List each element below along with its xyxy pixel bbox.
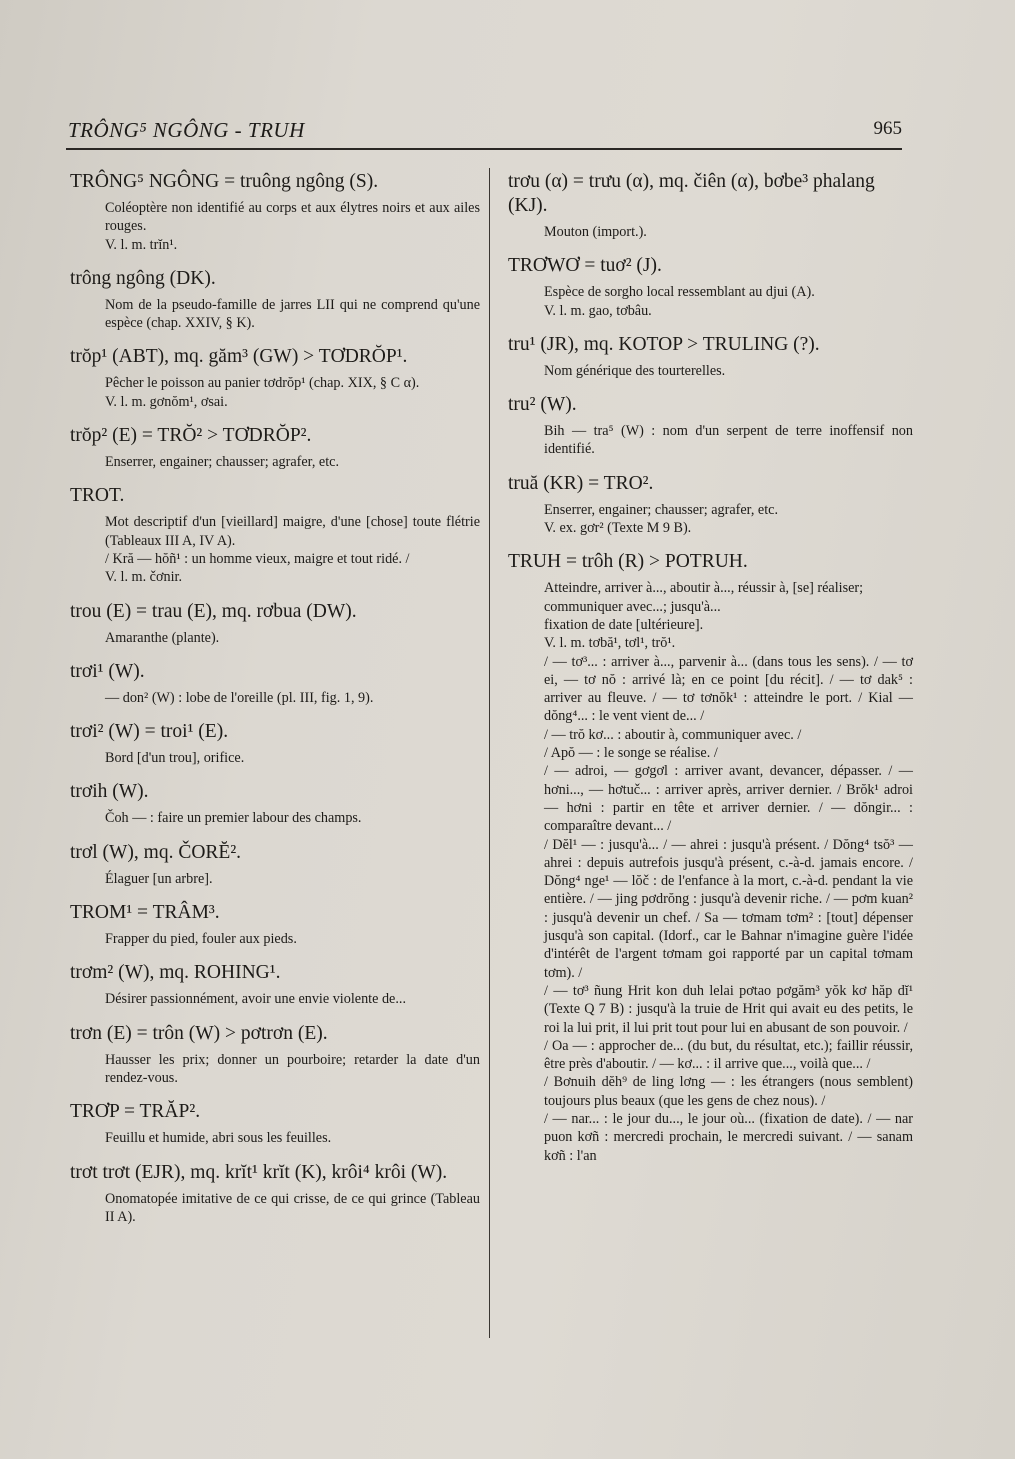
entry-headword: tru¹ (JR), mq. KOTOP > TRULING (?).: [508, 333, 820, 355]
dictionary-entry: [70, 720, 480, 767]
definition-line: Frapper du pied, fouler aux pieds.: [105, 931, 297, 948]
entry-headword: trơl (W), mq. ČORĔ².: [70, 841, 242, 863]
definition-line: Bih — tra⁵ (W) : nom d'un serpent de terre inoffensif non identifié.: [544, 423, 913, 458]
dictionary-entry: [70, 780, 480, 827]
definition-line: Onomatopée imitative de ce qui crisse, de ce qui grince (Tableau II A).: [105, 1190, 480, 1225]
definition-line: communiquer avec...; jusqu'à...: [544, 598, 721, 615]
definition-line: V. l. m. trĭn¹.: [105, 236, 178, 253]
definition-line: Nom de la pseudo-famille de jarres LII qui ne comprend qu'une espèce (chap. XXIV, § K).: [105, 296, 480, 332]
entry-headword: trơm² (W), mq. ROHING¹.: [70, 962, 281, 984]
definition-line: Espèce de sorgho local ressemblant au djui (A).: [544, 284, 815, 301]
header-rule: [66, 148, 902, 150]
definition-line: Nom générique des tourterelles.: [544, 362, 726, 379]
definition-line: Enserrer, engainer; chausser; agrafer, etc.: [105, 454, 340, 471]
entry-definition: [105, 930, 480, 948]
dictionary-entry: [70, 1022, 480, 1088]
right-column: [508, 170, 913, 1178]
entry-headword: TROM¹ = TRÂM³.: [70, 902, 220, 924]
definition-line: Mot descriptif d'un [vieillard] maigre, d'une [chose] toute flétrie (Tableaux III A, IV A).: [105, 514, 480, 549]
dictionary-entry: [70, 1161, 480, 1227]
definition-line: / Kră — hŏñ¹ : un homme vieux, maigre et tout ridé. /: [105, 550, 410, 567]
definition-line: Pêcher le poisson au panier tơdrŏp¹ (chap. XIX, § C α).: [105, 375, 420, 392]
definition-line: / — tơ³... : arriver à..., parvenir à... (dans tous les sens). / — tơ ei, — tơ nŏ : arrivé là; en ce point [du récit]. / — tơ dak⁵ : arriver au fleuve. / — tơ tơnŏk¹ : atteindre le port. / Kial — dŏng⁴... : le vent vient de... /: [544, 653, 913, 725]
entry-definition: [105, 990, 480, 1008]
dictionary-entry: [70, 267, 480, 333]
entry-definition: [105, 809, 480, 827]
entry-headword: trơu (α) = trưu (α), mq. čiên (α), bơbe³ phalang (KJ).: [508, 171, 875, 216]
entry-definition: [544, 422, 913, 459]
entry-headword: TROT.: [70, 485, 125, 507]
dictionary-entry: [508, 333, 913, 380]
entry-definition: [544, 283, 913, 320]
entry-headword: trơih (W).: [70, 781, 149, 803]
entry-definition: [105, 1129, 480, 1147]
dictionary-entry: [508, 550, 913, 1165]
definition-line: Enserrer, engainer; chausser; agrafer, etc.: [544, 501, 779, 518]
dictionary-entry: [70, 424, 480, 471]
dictionary-entry: [70, 170, 480, 254]
definition-line: / Bơnuih dĕh⁹ de ling lơng — : les étrangers (nous semblent) toujours plus beaux (que les gens de chez nous). /: [544, 1074, 913, 1109]
entry-definition: [105, 199, 480, 254]
entry-headword: trông ngông (DK).: [70, 267, 216, 289]
definition-line: V. l. m. gao, tơbâu.: [544, 302, 652, 319]
definition-line: Mouton (import.).: [544, 224, 647, 240]
dictionary-entry: [70, 901, 480, 948]
entry-definition: [544, 362, 913, 380]
entry-headword: tru² (W).: [508, 394, 577, 416]
running-title: TRÔNG⁵ NGÔNG - TRUH: [68, 118, 305, 142]
dictionary-entry: [70, 660, 480, 707]
entry-definition: [105, 374, 480, 411]
definition-line: Bord [d'un trou], orifice.: [105, 750, 245, 767]
definition-line: — don² (W) : lobe de l'oreille (pl. III, fig. 1, 9).: [105, 689, 374, 706]
entry-definition: [105, 513, 480, 586]
definition-line: / Oa — : approcher de... (du but, du résultat, etc.); faillir réussir, être près d'aboutir. / — kơ... : il arrive que..., voilà que... /: [544, 1037, 913, 1073]
entry-definition: [105, 296, 480, 333]
dictionary-entry: [508, 254, 913, 320]
left-column: [70, 170, 480, 1239]
definition-line: Čoh — : faire un premier labour des champs.: [105, 810, 362, 827]
entry-headword: TRÔNG⁵ NGÔNG = truông ngông (S).: [70, 171, 379, 192]
entry-headword: trou (E) = trau (E), mq. rơbua (DW).: [70, 600, 357, 622]
dictionary-entry: [70, 961, 480, 1008]
entry-definition: [105, 749, 480, 767]
definition-line: / — trŏ kơ... : aboutir à, communiquer avec. /: [544, 726, 802, 743]
page-number: 965: [873, 118, 902, 139]
definition-line: Élaguer [un arbre].: [105, 870, 213, 887]
definition-line: fixation de date [ultérieure].: [544, 616, 704, 633]
definition-line: V. l. m. gơnŏm¹, ơsai.: [105, 393, 228, 410]
entry-headword: TRƠWƠ = tuơ² (J).: [508, 255, 662, 277]
entry-headword: TRƠP = TRĂP².: [70, 1101, 201, 1123]
running-header: [68, 118, 902, 150]
entry-headword: trơt trơt (EJR), mq. krĭt¹ krĭt (K), krôi⁴ krôi (W).: [70, 1161, 448, 1183]
definition-line: / — nar... : le jour du..., le jour où... (fixation de date). / — nar puon kơñ : mercredi prochain, le mercredi suivant. / — sanam kơñ : l'an: [544, 1110, 913, 1164]
dictionary-entry: [70, 345, 480, 411]
dictionary-entry: [70, 484, 480, 586]
dictionary-entry: [508, 393, 913, 459]
dictionary-entry: [508, 472, 913, 538]
definition-line: / Apŏ — : le songe se réalise. /: [544, 745, 718, 762]
entry-definition: [105, 870, 480, 888]
definition-line: / Dĕl¹ — : jusqu'à... / — ahrei : jusqu'à présent. / Dŏng⁴ tsŏ³ — ahrei : depuis autrefois jusqu'à présent, c.-à-d. jamais encore. / Dŏng⁴ nge¹ — lŏč : de l'enfance à la mort, c.-à-d. pendant la vie entière. / — jing pơdrŏng : jusqu'à devenir riche. / — pơm kuan² : jusqu'à devenir un chef. / Sa — tơmam tơm² : [tout] dépenser jusqu'à son capital. (Idorf., car le Bahnar n'imagine guère l'idée d'intérêt de l'argent tơmam goi rapporté par un capital tơmam tơm). /: [544, 836, 913, 981]
entry-definition: [544, 501, 913, 538]
definition-line: Hausser les prix; donner un pourboire; retarder la date d'un rendez-vous.: [105, 1051, 480, 1086]
definition-line: V. ex. gơr² (Texte M 9 B).: [544, 520, 692, 537]
definition-line: / — adroi, — gơgơl : arriver avant, devancer, dépasser. / — hơni..., — hơtuč... : arriver après, arriver dernier. / Brŏk¹ adroi — hơni : partir en tête et arriver dernier. / — dŏngir... : comparaître devant... /: [544, 763, 913, 835]
definition-line: / — tơ³ ñung Hrit kon duh lelai pơtao pơgăm³ yŏk kơ hăp dĭ¹ (Texte Q 7 B) : jusqu'à la truie de Hrit qui avait eu des petits, le roi la lui prit, il lui prit tout pour lui en abusant de son pouvoir. /: [544, 982, 913, 1036]
entry-headword: trŏp¹ (ABT), mq. găm³ (GW) > TƠDRŎP¹.: [70, 346, 408, 368]
entry-definition: [105, 629, 480, 647]
entry-headword: trơi¹ (W).: [70, 660, 145, 682]
entry-headword: trŏp² (E) = TRŎ² > TƠDRŎP².: [70, 425, 312, 447]
definition-line: V. l. m. tơbă¹, tơl¹, trŏ¹.: [544, 635, 676, 652]
entry-headword: truă (KR) = TRO².: [508, 472, 654, 494]
dictionary-entry: [70, 1100, 480, 1147]
entry-headword: TRUH = trôh (R) > POTRUH.: [508, 551, 748, 573]
definition-line: Désirer passionnément, avoir une envie violente de...: [105, 991, 406, 1008]
definition-line: Feuillu et humide, abri sous les feuilles.: [105, 1130, 332, 1147]
entry-headword: trơn (E) = trôn (W) > pơtrơn (E).: [70, 1022, 328, 1044]
definition-line: Amaranthe (plante).: [105, 629, 220, 646]
entry-headword: trơi² (W) = troi¹ (E).: [70, 721, 229, 743]
dictionary-entry: [70, 600, 480, 647]
definition-line: Coléoptère non identifié au corps et aux élytres noirs et aux ailes rouges.: [105, 200, 480, 235]
entry-definition: [105, 1051, 480, 1088]
entry-definition: [105, 1190, 480, 1227]
entry-definition: [544, 579, 913, 1165]
definition-line: V. l. m. čơnir.: [105, 569, 182, 586]
entry-definition: [105, 689, 480, 707]
dictionary-entry: [508, 170, 913, 241]
entry-definition: [544, 223, 913, 241]
dictionary-entry: [70, 841, 480, 888]
definition-line: Atteindre, arriver à..., aboutir à..., réussir à, [se] réaliser;: [544, 580, 864, 597]
entry-definition: [105, 453, 480, 471]
column-divider: [489, 168, 490, 1338]
